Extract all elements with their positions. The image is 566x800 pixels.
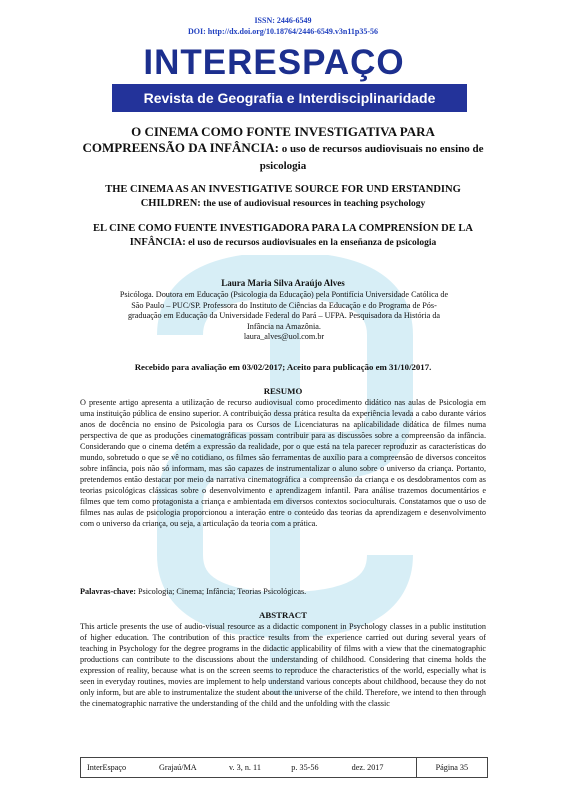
title-spanish-sub: el uso de recursos audiovisuales en la enseñanza de psicologia: [185, 237, 437, 248]
footer-place: Grajaú/MA: [158, 763, 197, 772]
title-english-main: THE CINEMA AS AN INVESTIGATIVE SOURCE FOR UND ERSTANDING CHILDREN:: [105, 184, 461, 209]
title-english: [80, 183, 486, 211]
footer-date: dez. 2017: [351, 763, 384, 772]
title-portuguese: [80, 124, 486, 174]
author-affiliation-line: Psicóloga. Doutora em Educação (Psicologia da Educação) pela Pontifícia Universidade Católica de: [119, 290, 449, 299]
author-affiliation-line: graduação em Educação da Universidade Federal do Pará – UFPA. Pesquisadora da História da: [127, 311, 441, 321]
issn-text: ISSN: 2446-6549: [254, 16, 312, 25]
footer-page-number: Página 35: [416, 758, 487, 777]
resumo-heading: RESUMO: [263, 386, 303, 396]
title-portuguese-sub: o uso de recursos audiovisuais no ensino de psicologia: [259, 143, 484, 172]
author-affiliation-line: Infância na Amazônia.: [247, 321, 321, 331]
keywords-text: Psicologia; Cinema; Infância; Teorias Psicológicas.: [135, 587, 307, 596]
abstract-text: This article presents the use of audio-visual resource as a didactic component in Psychology classes in a public institution of higher education. The contribution of this practice results from the experience carried out during several years of teaching in Psychology for the degree programs in the didactic applicability of films with a view that the cinematographic productions can contribute to the discussions about the understanding of childhood. Considering that cinema holds the expression of reality, because what is on the screen seems to reproduce the characteristics of the world, especially what is seen in everyday routines, movies are implement to help understand various concepts about childhood, because they do not only inform, but are able to instrumentalize the student about the universe of the child. Therefore, we intend to then through the cinematographic narrative the understanding of the child and the unfolding with the classic: [80, 622, 486, 708]
title-spanish: [80, 222, 486, 250]
author-name: Laura Maria Silva Araújo Alves: [221, 278, 345, 288]
title-portuguese-main: O CINEMA COMO FONTE INVESTIGATIVA PARA COMPREENSÃO DA INFÂNCIA:: [82, 124, 435, 155]
footer-pages: p. 35-56: [291, 763, 319, 772]
doi-link[interactable]: DOI: http://dx.doi.org/10.18764/2446-6549.v3n11p35-56: [187, 27, 378, 36]
journal-logo: [70, 43, 478, 83]
resumo-text: O presente artigo apresenta a utilização de recurso audiovisual como procedimento didático nas aulas de Psicologia em uma instituição pública de ensino superior. A contribuição dessa prática resulta da experiência levada a cabo durante vários anos de docência no ensino de Psicologia para os Cursos de Licenciaturas na aplicabilidade didática de filmes numa perspectiva de que as produções cinematográficas possam contribuir para as discussões sobre a compreensão da infância. Considerando que o cinema detém a expressão da realidade, por o que está na tela parecer reproduzir as características do mundo, sobretudo o que se vê no cotidiano, os filmes são ferramentas de auxílio para a compreensão de diversos conceitos sobre infância, pois não só informam, mas são capazes de instrumentalizar o aluno sobre o universo da criança. Portanto, pretendemos então destacar por meio da narrativa cinematográfica a compreensão da criança e os desdobramentos com as teorias psicológicas clássicas sobre o desenvolvimento e aprendizagem infantil. Para análise trazemos documentários e filmes que tem como protagonista a criança e ambientada em diversos contextos socioculturais. Constatamos que o uso de filmes nas aulas de psicologia proporcionou a interação entre o conteúdo das teorias da aprendizagem e desenvolvimento com o universo da criança, ou seja, a articulação da teoria com a prática.: [80, 398, 486, 528]
footer-volume: v. 3, n. 11: [229, 763, 261, 772]
title-english-sub: the use of audiovisual resources in teaching psychology: [200, 198, 426, 209]
page-footer: [80, 757, 488, 778]
journal-logo-text: INTERESPAÇO: [143, 43, 405, 82]
keywords: [80, 587, 486, 596]
author-affiliation-line: São Paulo – PUC/SP. Professora do Instituto de Ciências da Educação e do Programa de Pós-: [131, 300, 437, 310]
author-email[interactable]: laura_alves@uol.com.br: [243, 332, 325, 342]
journal-subtitle: Revista de Geografia e Interdisciplinaridade: [112, 84, 467, 112]
received-dates: Recebido para avaliação em 03/02/2017; Aceito para publicação em 31/10/2017.: [134, 362, 432, 372]
title-spanish-main: EL CINE COMO FUENTE INVESTIGADORA PARA LA COMPRENSÍON DE LA INFÂNCIA:: [93, 223, 473, 248]
footer-journal: InterEspaço: [87, 763, 127, 772]
keywords-label: Palavras-chave:: [80, 587, 136, 596]
author-affiliation: [84, 290, 484, 343]
abstract-heading: ABSTRACT: [259, 610, 307, 620]
